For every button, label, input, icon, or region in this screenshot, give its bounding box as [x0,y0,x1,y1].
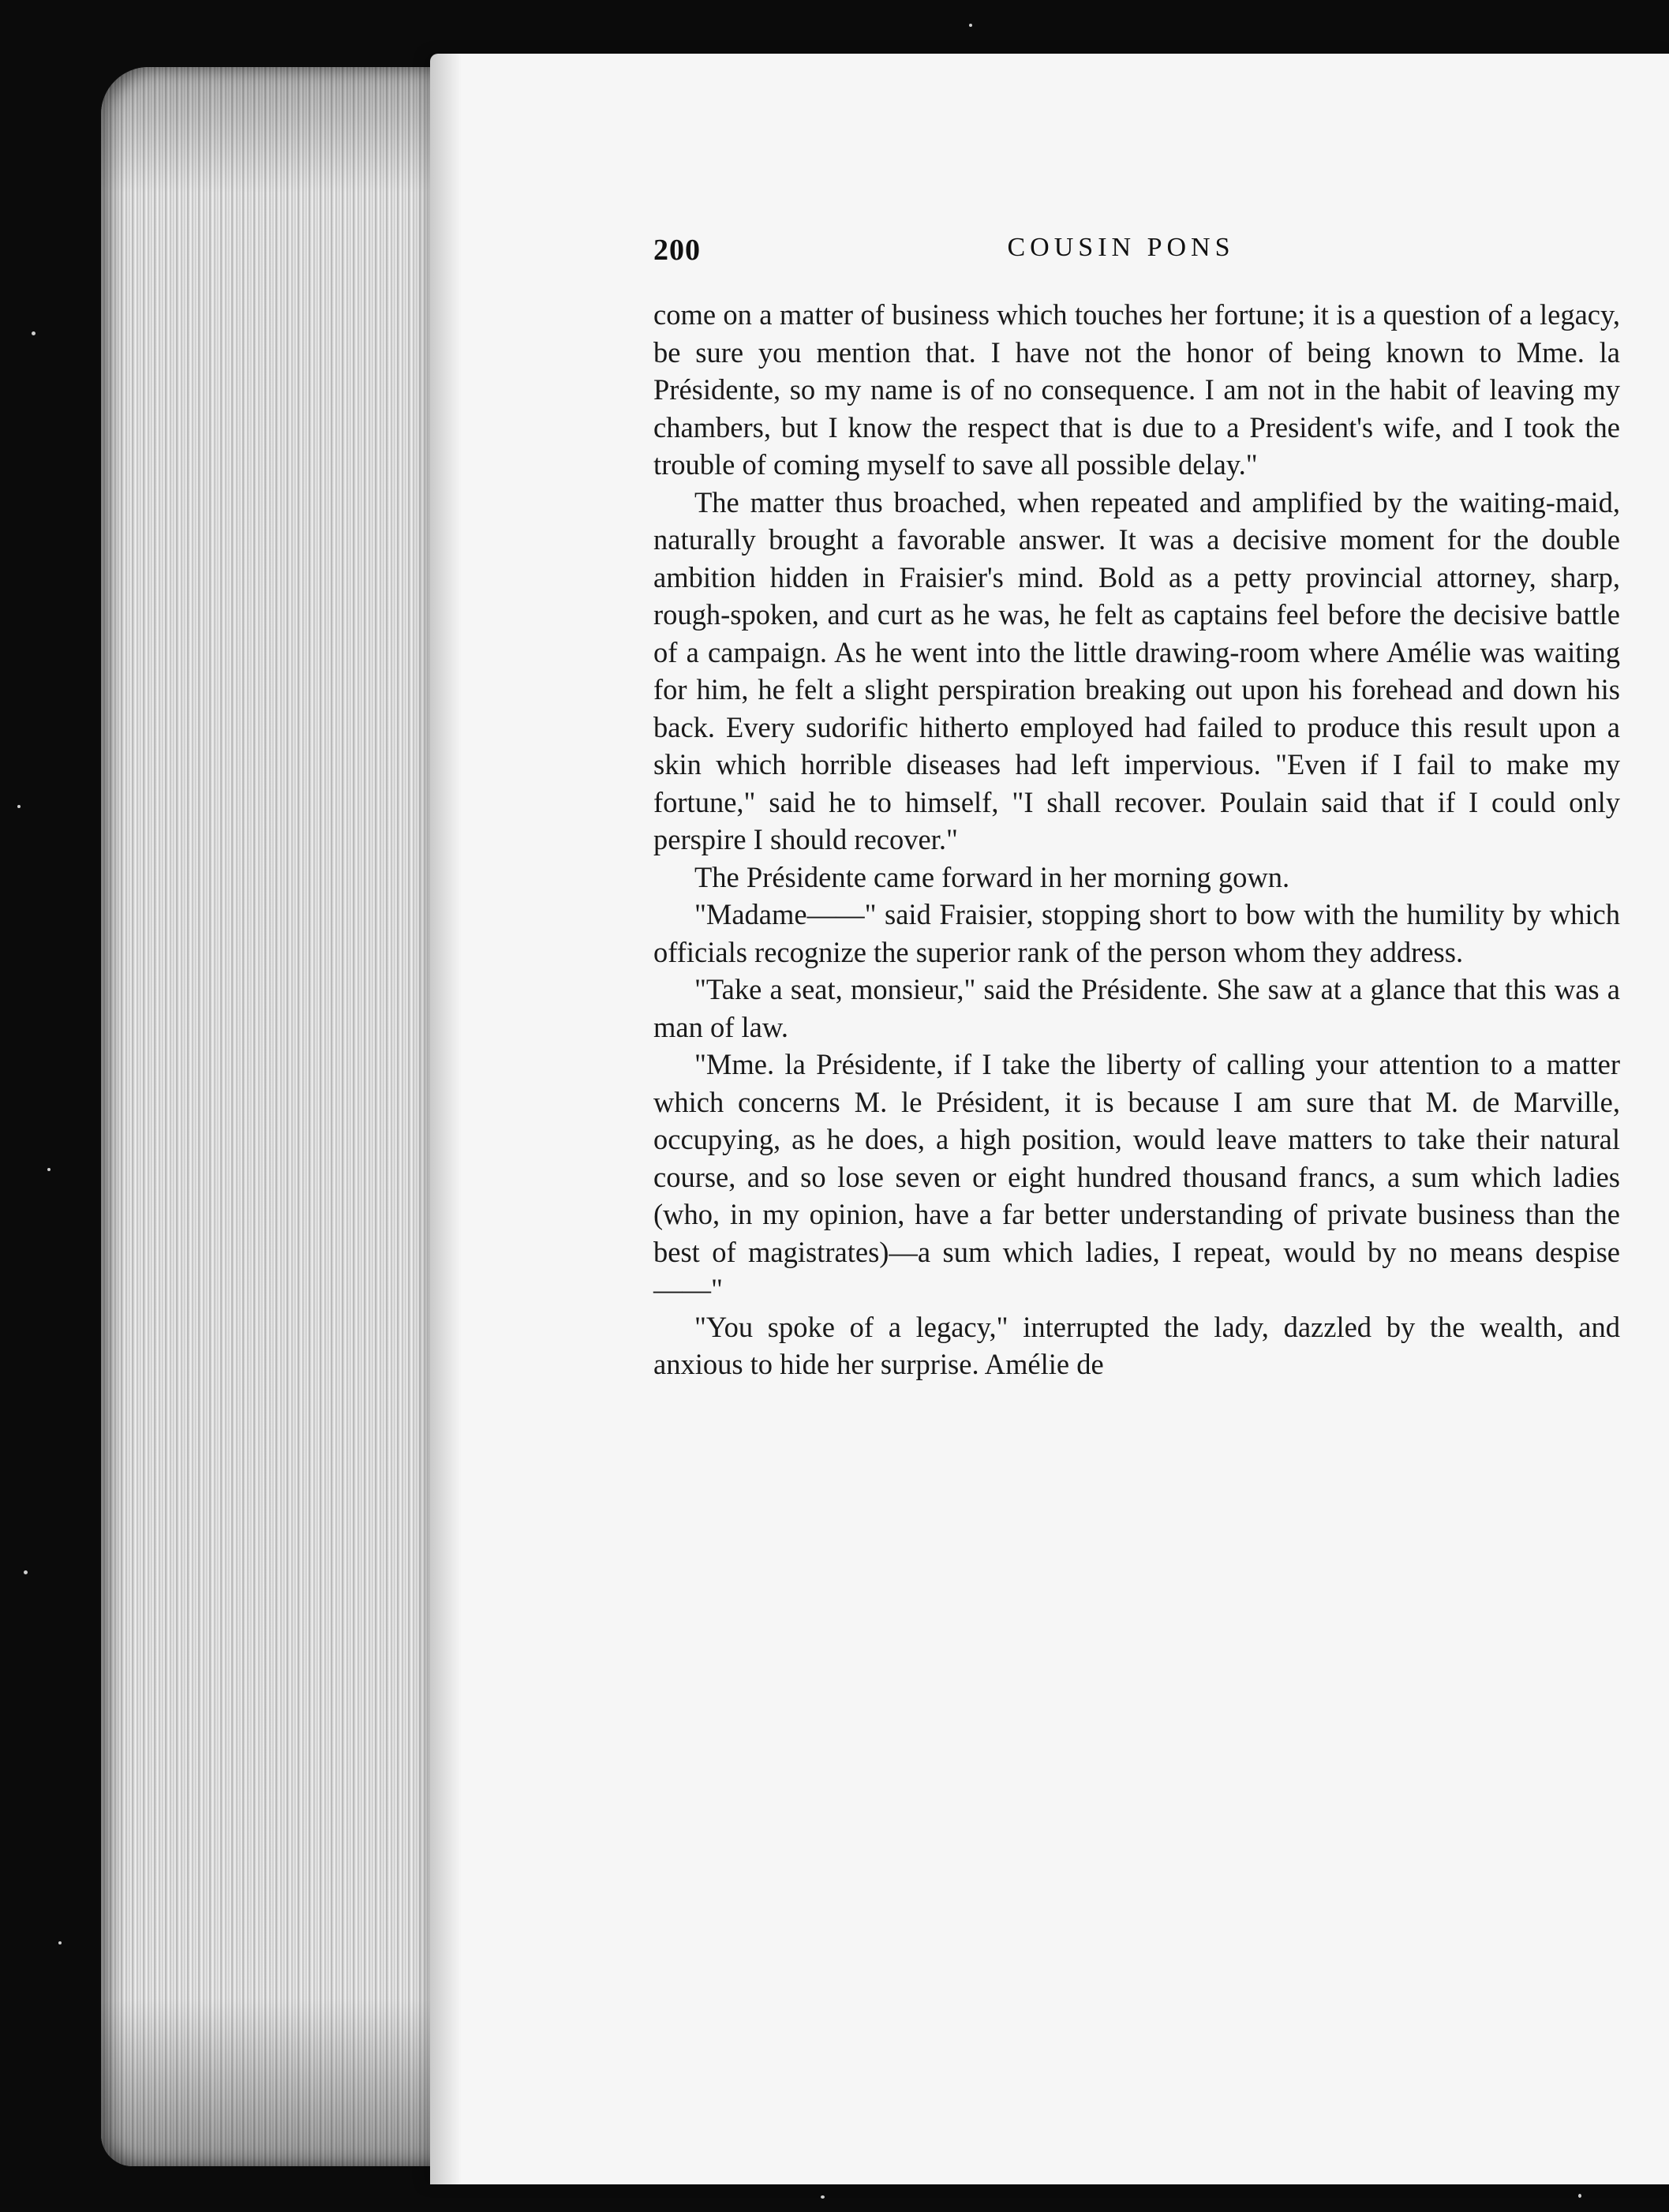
paragraph-5: "Take a seat, monsieur," said the Présidente. She saw at a glance that this was a man of law. [653,973,1620,1043]
scan-speck [58,1941,62,1944]
page-block-edge [101,67,448,2166]
scan-speck [47,1168,51,1171]
body-text [653,296,1620,1383]
scan-speck [32,331,36,335]
paragraph-2: The matter thus broached, when repeated and amplified by the waiting-maid, naturally brought a favorable answer. It was a decisive moment for the double ambition hidden in Fraisier's mind. Bold as a petty provincial attorney, sharp, rough-spoken, and curt as he was, he felt as captains feel before the decisive battle of a campaign. As he went into the little drawing-room where Amélie was waiting for him, he felt a slight perspiration breaking out upon his forehead and down his back. Every sudorific hitherto employed had failed to produce this result upon a skin which horrible diseases had left impervious. "Even if I fail to make my fortune," said he to himself, "I shall recover. Poulain said that if I could only perspire I should recover." [653,485,1620,855]
paragraph-4: "Madame——" said Fraisier, stopping short to bow with the humility by which officials recognize the superior rank of the person whom they address. [653,898,1620,968]
paragraph-7: "You spoke of a legacy," interrupted the lady, dazzled by the wealth, and anxious to hide her surprise. Amélie de [653,1310,1620,1380]
paragraph-1: come on a matter of business which touches her fortune; it is a question of a legacy, be sure you mention that. I have not the honor of being known to Mme. la Présidente, so my name is of no consequence. I am not in the habit of leaving my chambers, but I know the respect that is due to a President's wife, and I took the trouble of coming myself to save all possible delay." [653,298,1620,481]
page-gutter-shadow [430,54,462,2184]
page-number: 200 [653,234,701,267]
scan-speck [1578,2194,1581,2198]
book-title: COUSIN PONS [1007,233,1235,262]
paragraph-6: "Mme. la Présidente, if I take the liberty of calling your attention to a matter which concerns M. le Président, it is because I am sure that M. de Marville, occupying, as he does, a high position, would leave matters to take their natural course, and so lose seven or eight hundred thousand francs, a sum which ladies (who, in my opinion, have a far better understanding of private business than the best of magistrates)—a sum which ladies, I repeat, would by no means despise——" [653,1048,1620,1305]
scan-speck [821,2195,825,2199]
running-head [653,233,1620,280]
scan-speck [24,1570,28,1574]
scan-speck [17,805,21,808]
paragraph-3: The Présidente came forward in her morning gown. [694,860,1290,893]
scan-speck [969,24,972,27]
